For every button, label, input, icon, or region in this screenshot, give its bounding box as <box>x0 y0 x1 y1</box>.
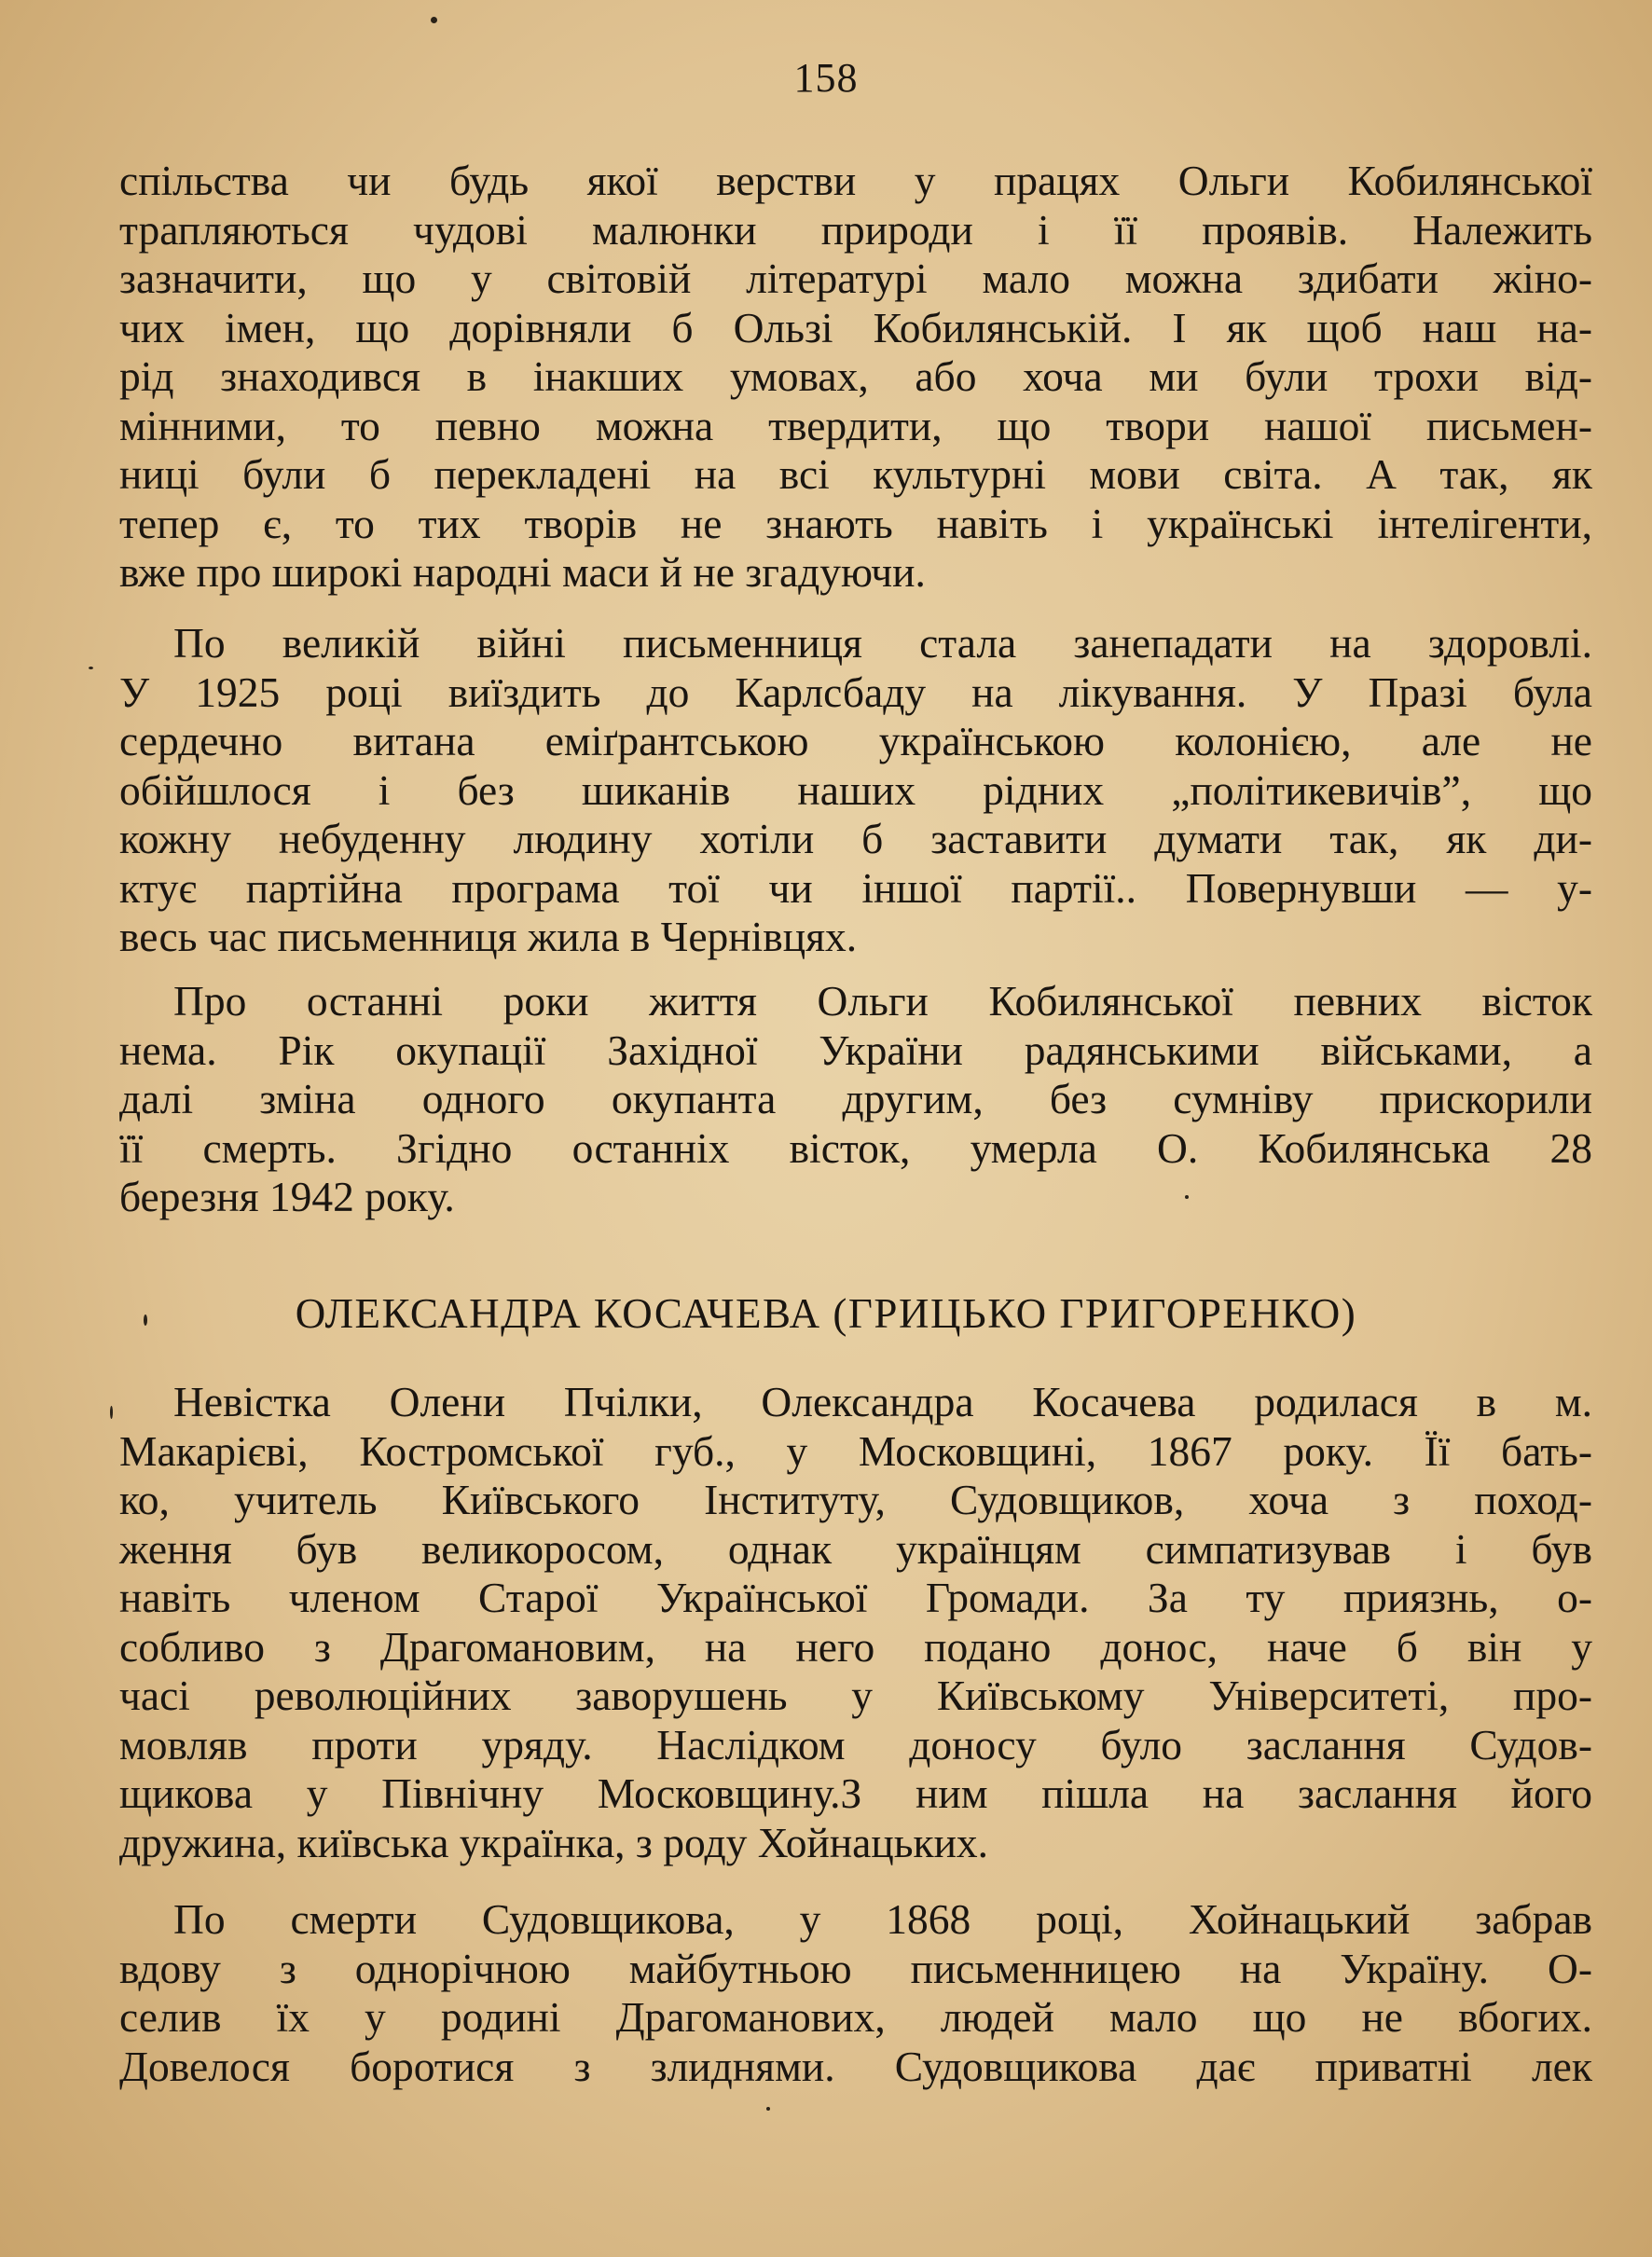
text-line: мовляв проти уряду. Наслідком доносу було заслання Судов- <box>119 1720 1592 1768</box>
text-line: ктує партійна програма тої чи іншої партії.. Повернувши — у- <box>119 863 1592 912</box>
text-line: кожну небуденну людину хотіли б заставити думати так, як ди- <box>119 815 1592 862</box>
text-line: мінними, то певно можна твердити, що твори нашої письмен- <box>119 401 1592 449</box>
section-heading: ОЛЕКСАНДРА КОСАЧЕВА (ГРИЦЬКО ГРИГОРЕНКО) <box>295 1290 1357 1337</box>
paragraph <box>119 1378 1592 1867</box>
text-line: Довелося боротися з злиднями. Судовщикова дає приватні лек <box>119 2042 1592 2090</box>
paragraph <box>119 619 1592 962</box>
text-line: весь час письменниця жила в Чернівцях. <box>119 913 858 960</box>
text-line: трапляються чудові малюнки природи і її проявів. Належить <box>119 205 1592 254</box>
text-line: щикова у Північну Московщину.З ним пішла на заслання його <box>119 1769 1592 1817</box>
text-line: По смерти Судовщикова, у 1868 році, Хойнацький забрав <box>173 1895 1592 1943</box>
page-number: 158 <box>793 55 859 101</box>
text-line: далі зміна одного окупанта другим, без сумніву прискорили <box>119 1075 1592 1122</box>
paragraph <box>119 157 1592 598</box>
text-line: ниці були б перекладені на всі культурні мови світа. А так, як <box>119 450 1592 498</box>
text-line: спільства чи будь якої верстви у працях Ольги Кобилянської <box>119 157 1592 204</box>
text-line: часі революційних заворушень у Київському Університеті, про- <box>119 1672 1592 1719</box>
text-line: березня 1942 року. <box>119 1173 455 1220</box>
text-line: дружина, київська українка, з роду Хойнацьких. <box>119 1818 989 1866</box>
text-line: сердечно витана еміґрантською українською колонією, але не <box>119 717 1592 764</box>
text-line: зазначити, що у світовій літературі мало можна здибати жіно- <box>119 255 1592 302</box>
paragraph <box>119 977 1592 1222</box>
text-line: нема. Рік окупації Західної України радянськими військами, а <box>119 1025 1592 1074</box>
text-line: обійшлося і без шиканів наших рідних „політикевичів”, що <box>119 765 1592 814</box>
text-line: Невістка Олени Пчілки, Олександра Косачева родилася в м. <box>173 1378 1592 1425</box>
text-line: тепер є, то тих творів не знають навіть і українські інтелігенти, <box>119 499 1592 547</box>
text-line: У 1925 році виїздить до Карлсбаду на лікування. У Празі була <box>119 667 1592 716</box>
text-line: Про останні роки життя Ольги Кобилянської певних вісток <box>173 977 1592 1025</box>
text-line: ко, учитель Київського Інституту, Судовщиков, хоча з поход- <box>119 1476 1592 1523</box>
text-line: Макарієві, Костромської губ., у Московщині, 1867 року. Її бать- <box>119 1426 1592 1475</box>
text-line: вдову з однорічною майбутньою письменницею на Україну. О- <box>119 1944 1592 1992</box>
text-line: собливо з Драгомановим, на него подано донос, наче б він у <box>119 1622 1592 1671</box>
text-line: вже про широкі народні маси й не згадуючи. <box>119 548 926 596</box>
text-line: чих імен, що дорівняли б Ользі Кобилянській. І як щоб наш на- <box>119 303 1592 351</box>
text-line: По великій війні письменниця стала занепадати на здоровлі. <box>173 619 1592 667</box>
text-line: ження був великоросом, однак українцям симпатизував і був <box>119 1524 1592 1573</box>
paragraph <box>119 1895 1592 2091</box>
text-line: навіть членом Старої Української Громади. За ту приязнь, о- <box>119 1574 1592 1621</box>
text-line: рід знаходився в інакших умовах, або хоча ми були трохи від- <box>119 352 1592 400</box>
text-line: селив їх у родині Драгоманових, людей мало що не вбогих. <box>119 1993 1592 2041</box>
text-line: її смерть. Згідно останніх вісток, умерла О. Кобилянська 28 <box>119 1123 1592 1172</box>
